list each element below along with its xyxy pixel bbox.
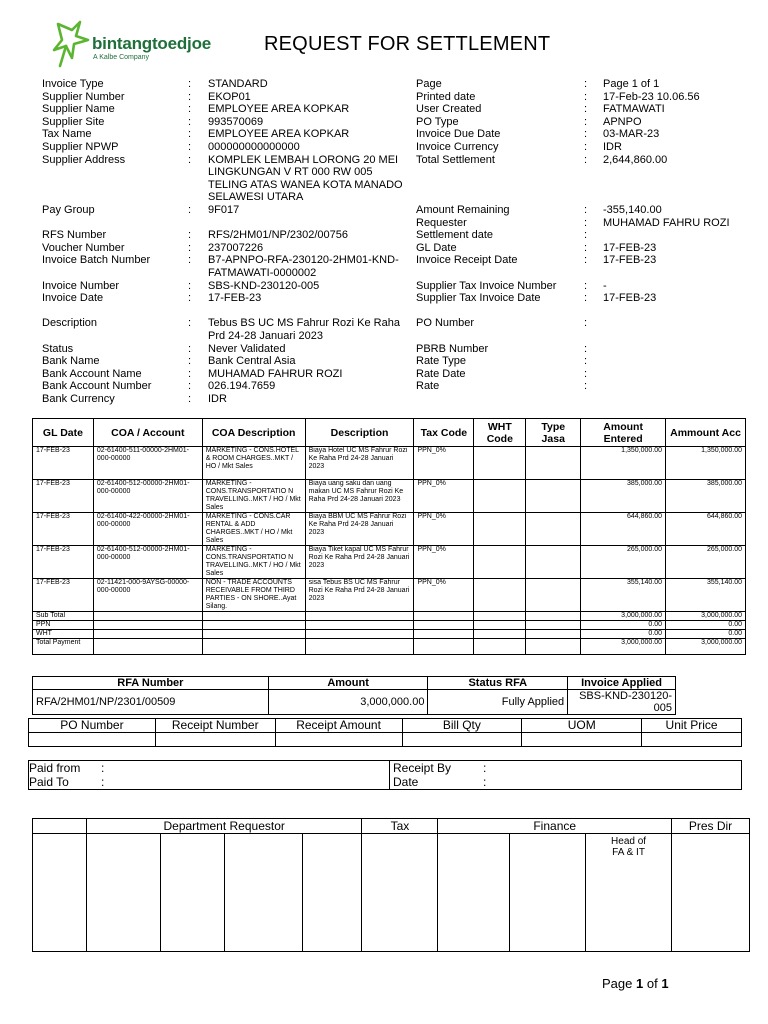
summary-empty-cell [474, 612, 526, 621]
paid-to-colon: : [101, 775, 105, 789]
summary-row [33, 630, 746, 639]
info-colon: : [188, 141, 192, 153]
signature-cell [438, 834, 510, 952]
gl-cell-acc: 355,140.00 [666, 579, 746, 612]
info-value: B7-APNPO-RFA-230120-2HM01-KND-FATMAWATI-0000002 [208, 254, 399, 279]
info-colon: : [188, 115, 192, 128]
gl-cell-gl-date: 17-FEB-23 [33, 546, 94, 579]
summary-label: Total Payment [33, 639, 94, 655]
gl-cell-coa: 02-61400-422-00000-2HM01-000-00000 [93, 513, 202, 546]
summary-empty-cell [414, 630, 474, 639]
info-colon: : [584, 367, 588, 380]
gl-cell-wht [474, 480, 526, 513]
paid-from-label: Paid from [29, 761, 81, 775]
company-name: bintangtoedjoe [92, 34, 212, 53]
info-colon: : [188, 380, 192, 393]
info-value: Bank Central Asia [208, 355, 296, 368]
po-table [28, 718, 742, 747]
info-value: -355,140.00 [603, 204, 662, 216]
info-label: Voucher Number [42, 241, 125, 254]
table-row [33, 690, 676, 715]
summary-entered: 0.00 [581, 621, 666, 630]
info-colon: : [188, 317, 192, 330]
gl-cell-jasa [526, 480, 581, 513]
info-colon: : [584, 78, 588, 90]
summary-empty-cell [474, 630, 526, 639]
paid-from-colon: : [101, 761, 105, 775]
info-value: EMPLOYEE AREA KOPKAR [208, 103, 350, 116]
dept-requestor-header: Department Requestor [86, 819, 362, 834]
info-colon: : [584, 141, 588, 153]
summary-empty-cell [526, 630, 581, 639]
info-label: GL Date [416, 241, 457, 254]
col-unit-price: Unit Price [642, 719, 742, 733]
info-label: Invoice Type [42, 78, 104, 90]
summary-label: Sub Total [33, 612, 94, 621]
info-label: PBRB Number [416, 342, 489, 355]
payment-box [28, 760, 742, 790]
signature-row [33, 834, 750, 952]
info-colon: : [188, 342, 192, 355]
info-value: RFS/2HM01/NP/2302/00756 [208, 229, 349, 242]
footer-page-number: 1 [636, 976, 644, 991]
info-colon: : [188, 128, 192, 141]
col-invoice-applied: Invoice Applied [568, 677, 676, 690]
summary-empty-cell [305, 630, 414, 639]
info-label: Amount Remaining [416, 204, 510, 216]
summary-acc: 0.00 [666, 630, 746, 639]
info-value: 237007226 [208, 241, 264, 254]
col-description: Description [305, 419, 414, 447]
rfa-status: Fully Applied [428, 690, 568, 715]
gl-cell-jasa [526, 579, 581, 612]
footer-page-word: Page [602, 976, 633, 991]
gl-cell-jasa [526, 447, 581, 480]
rfa-number: RFA/2HM01/NP/2301/00509 [33, 690, 269, 715]
gl-lines-table [32, 418, 746, 655]
gl-cell-coa-desc: MARKETING - CONS.TRANSPORTATIO N TRAVELLING..MKT / HO / Mkt Sales [202, 480, 305, 513]
summary-empty-cell [474, 621, 526, 630]
table-row [29, 733, 742, 747]
gl-cell-desc: Biaya Hotel UC MS Fahrur Rozi Ke Raha Prd 24-28 Januari 2023 [305, 447, 414, 480]
gl-cell-acc: 1,350,000.00 [666, 447, 746, 480]
info-colon: : [584, 204, 588, 216]
gl-cell-gl-date: 17-FEB-23 [33, 513, 94, 546]
info-value: IDR [208, 393, 227, 405]
gl-cell-tax: PPN_0% [414, 480, 474, 513]
gl-cell-coa: 02-61400-511-00000-2HM01-000-00000 [93, 447, 202, 480]
info-colon: : [188, 78, 192, 90]
gl-cell-desc: Biaya uang saku dan uang makan UC MS Fahrur Rozi Ke Raha Prd 24-28 Januari 2023 [305, 480, 414, 513]
gl-cell-entered: 355,140.00 [581, 579, 666, 612]
page-title: REQUEST FOR SETTLEMENT [264, 33, 551, 55]
pres-dir-header: Pres Dir [672, 819, 750, 834]
col-rfa-status: Status RFA [428, 677, 568, 690]
head-fa-cell [586, 834, 672, 952]
info-label: Supplier NPWP [42, 141, 119, 153]
info-label: Bank Currency [42, 393, 115, 405]
summary-empty-cell [202, 612, 305, 621]
table-row [33, 513, 746, 546]
info-value: Tebus BS UC MS Fahrur Rozi Ke Raha Prd 24-28 Januari 2023 [208, 317, 400, 342]
summary-empty-cell [305, 621, 414, 630]
summary-row [33, 639, 746, 655]
signature-cell [362, 834, 438, 952]
summary-acc: 3,000,000.00 [666, 639, 746, 655]
info-label: Total Settlement [416, 153, 495, 166]
info-label: Invoice Currency [416, 141, 499, 153]
signature-cell [302, 834, 362, 952]
summary-empty-cell [474, 639, 526, 655]
summary-acc: 0.00 [666, 621, 746, 630]
info-label: Settlement date [416, 229, 494, 242]
company-logo [50, 20, 240, 70]
signature-cell [224, 834, 302, 952]
col-type-jasa: Type Jasa [526, 419, 581, 447]
po-header-row [29, 719, 742, 733]
info-label: Pay Group [42, 204, 95, 216]
signature-cell [510, 834, 586, 952]
info-label: Status [42, 342, 74, 355]
receipt-by-colon: : [483, 761, 487, 775]
approval-header-row [33, 819, 750, 834]
head-fa-label: Head of FA & IT [611, 836, 647, 858]
info-label: Bank Name [42, 355, 100, 368]
company-subtitle: A Kalbe Company [93, 54, 150, 61]
gl-cell-acc: 644,860.00 [666, 513, 746, 546]
gl-cell-jasa [526, 513, 581, 546]
info-label: Rate Date [416, 367, 466, 380]
gl-cell-desc: sisa Tebus BS UC MS Fahrur Rozi Ke Raha Prd 24-28 Januari 2023 [305, 579, 414, 612]
info-label: Invoice Due Date [416, 128, 501, 141]
col-receipt-amount: Receipt Amount [275, 719, 402, 733]
info-label: Supplier Number [42, 90, 125, 103]
info-value: EKOP01 [208, 90, 251, 103]
rfa-invoice: SBS-KND-230120-005 [568, 690, 676, 715]
rfa-header-row [33, 677, 676, 690]
info-colon: : [188, 355, 192, 368]
info-label: RFS Number [42, 229, 107, 242]
footer-page-total: 1 [661, 976, 669, 991]
gl-cell-coa-desc: MARKETING - CONS.HOTEL & ROOM CHARGES..MKT / HO / Mkt Sales [202, 447, 305, 480]
info-colon: : [584, 103, 588, 116]
info-colon: : [188, 229, 192, 242]
summary-entered: 3,000,000.00 [581, 639, 666, 655]
info-colon: : [584, 153, 588, 166]
summary-empty-cell [526, 639, 581, 655]
invoice-info-left [42, 78, 412, 408]
summary-empty-cell [93, 639, 202, 655]
info-colon: : [584, 115, 588, 128]
info-label: Bank Account Number [42, 380, 152, 393]
summary-empty-cell [526, 612, 581, 621]
info-label: Page [416, 78, 442, 90]
receipt-by-label: Receipt By [393, 761, 452, 775]
info-value: Never Validated [208, 342, 286, 355]
info-label: Supplier Address [42, 153, 126, 166]
date-label: Date [393, 775, 419, 789]
col-po-number: PO Number [29, 719, 156, 733]
gl-cell-acc: 265,000.00 [666, 546, 746, 579]
info-colon: : [188, 292, 192, 305]
approval-table [32, 818, 750, 952]
info-value: MUHAMAD FAHRUR ROZI [208, 367, 343, 380]
info-value: APNPO [603, 115, 642, 128]
gl-cell-entered: 265,000.00 [581, 546, 666, 579]
info-colon: : [584, 355, 588, 368]
gl-cell-tax: PPN_0% [414, 579, 474, 612]
summary-empty-cell [202, 630, 305, 639]
summary-acc: 3,000,000.00 [666, 612, 746, 621]
info-colon: : [584, 279, 588, 292]
info-value: 026.194.7659 [208, 380, 276, 393]
info-value: 2,644,860.00 [603, 153, 668, 166]
info-label: Rate Type [416, 355, 466, 368]
info-value: Page 1 of 1 [603, 78, 660, 90]
info-colon: : [188, 367, 192, 380]
gl-cell-coa-desc: NON - TRADE ACCOUNTS RECEIVABLE FROM THIRD PARTIES - ON SHORE..Ayat Silang. [202, 579, 305, 612]
summary-label: PPN [33, 621, 94, 630]
info-label: User Created [416, 103, 482, 116]
summary-empty-cell [305, 639, 414, 655]
info-colon: : [188, 90, 192, 103]
info-colon: : [584, 254, 588, 267]
info-label: Supplier Tax Invoice Date [416, 292, 541, 305]
page-footer [602, 976, 669, 991]
invoice-info-right [416, 78, 756, 398]
rfa-amount: 3,000,000.00 [268, 690, 428, 715]
footer-of-word: of [646, 976, 658, 991]
gl-cell-desc: Biaya BBM UC MS Fahrur Rozi Ke Raha Prd 24-28 Januari 2023 [305, 513, 414, 546]
gl-cell-gl-date: 17-FEB-23 [33, 447, 94, 480]
info-colon: : [188, 241, 192, 254]
info-colon: : [188, 254, 192, 267]
table-row [33, 579, 746, 612]
summary-empty-cell [305, 612, 414, 621]
info-value: 17-FEB-23 [603, 241, 657, 254]
info-value: KOMPLEK LEMBAH LORONG 20 MEI LINGKUNGAN V RT 000 RW 005 TELING ATAS WANEA KOTA MANADO SELAWESI UTARA [208, 153, 403, 204]
info-value: FATMAWATI [603, 103, 665, 116]
info-value: - [603, 279, 607, 292]
summary-row [33, 612, 746, 621]
col-coa-description: COA Description [202, 419, 305, 447]
gl-cell-tax: PPN_0% [414, 513, 474, 546]
gl-cell-wht [474, 546, 526, 579]
info-value: 993570069 [208, 115, 264, 128]
info-value: 17-FEB-23 [603, 292, 657, 305]
tax-header: Tax [362, 819, 438, 834]
info-value: EMPLOYEE AREA KOPKAR [208, 128, 350, 141]
gl-cell-wht [474, 447, 526, 480]
info-value: SBS-KND-230120-005 [208, 279, 320, 292]
info-label: Printed date [416, 90, 476, 103]
info-colon: : [188, 204, 192, 216]
col-rfa-amount: Amount [268, 677, 428, 690]
info-colon: : [584, 216, 588, 229]
summary-empty-cell [93, 612, 202, 621]
info-label: PO Type [416, 115, 459, 128]
summary-entered: 3,000,000.00 [581, 612, 666, 621]
info-value: MUHAMAD FAHRU ROZI [603, 216, 730, 229]
logo-mark-icon [50, 20, 90, 70]
summary-empty-cell [414, 612, 474, 621]
info-label: Invoice Date [42, 292, 104, 305]
info-label: Tax Name [42, 128, 92, 141]
summary-empty-cell [202, 639, 305, 655]
summary-empty-cell [526, 621, 581, 630]
info-colon: : [188, 279, 192, 292]
summary-empty-cell [93, 630, 202, 639]
summary-empty-cell [414, 621, 474, 630]
info-value: IDR [603, 141, 622, 153]
gl-cell-tax: PPN_0% [414, 447, 474, 480]
info-label: Supplier Tax Invoice Number [416, 279, 557, 292]
gl-cell-jasa [526, 546, 581, 579]
col-tax-code: Tax Code [414, 419, 474, 447]
info-colon: : [188, 103, 192, 116]
summary-label: WHT [33, 630, 94, 639]
signature-cell [672, 834, 750, 952]
info-value: 9F017 [208, 204, 240, 216]
info-colon: : [584, 90, 588, 103]
info-label: Requester [416, 216, 467, 229]
gl-cell-coa: 02-61400-512-00000-2HM01-000-00000 [93, 480, 202, 513]
signature-cell [86, 834, 160, 952]
info-colon: : [584, 241, 588, 254]
info-colon: : [584, 128, 588, 141]
summary-empty-cell [202, 621, 305, 630]
table-row [33, 546, 746, 579]
summary-row [33, 621, 746, 630]
paid-to-label: Paid To [29, 775, 69, 789]
signature-cell [160, 834, 224, 952]
info-label: Invoice Number [42, 279, 120, 292]
info-label: PO Number [416, 317, 475, 330]
gl-header-row [33, 419, 746, 447]
info-label: Supplier Name [42, 103, 115, 116]
info-colon: : [584, 317, 588, 330]
info-label: Rate [416, 380, 440, 393]
summary-entered: 0.00 [581, 630, 666, 639]
info-value: 17-Feb-23 10.06.56 [603, 90, 700, 103]
info-colon: : [188, 393, 192, 405]
date-colon: : [483, 775, 487, 789]
info-colon: : [584, 292, 588, 305]
signature-cell [33, 834, 87, 952]
gl-cell-gl-date: 17-FEB-23 [33, 579, 94, 612]
info-colon: : [584, 342, 588, 355]
gl-cell-wht [474, 513, 526, 546]
gl-cell-desc: Biaya Tiket kapal UC MS Fahrur Rozi Ke Raha Prd 24-28 Januari 2023 [305, 546, 414, 579]
info-colon: : [584, 229, 588, 242]
summary-empty-cell [93, 621, 202, 630]
gl-cell-coa-desc: MARKETING - CONS.CAR RENTAL & ADD CHARGES..MKT / HO / Mkt Sales [202, 513, 305, 546]
info-label: Bank Account Name [42, 367, 142, 380]
info-label: Supplier Site [42, 115, 105, 128]
info-label: Description [42, 317, 98, 330]
info-value: 17-FEB-23 [603, 254, 657, 267]
gl-cell-entered: 644,860.00 [581, 513, 666, 546]
gl-cell-coa: 02-61400-512-00000-2HM01-000-00000 [93, 546, 202, 579]
gl-cell-entered: 1,350,000.00 [581, 447, 666, 480]
col-uom: UOM [522, 719, 642, 733]
info-value: 17-FEB-23 [208, 292, 262, 305]
gl-cell-entered: 385,000.00 [581, 480, 666, 513]
gl-cell-coa-desc: MARKETING - CONS.TRANSPORTATIO N TRAVELLING..MKT / HO / Mkt Sales [202, 546, 305, 579]
info-colon: : [584, 380, 588, 393]
gl-cell-acc: 385,000.00 [666, 480, 746, 513]
table-row [33, 447, 746, 480]
finance-header: Finance [438, 819, 672, 834]
info-colon: : [188, 153, 192, 166]
col-amount-entered: Amount Entered [581, 419, 666, 447]
info-value: 000000000000000 [208, 141, 300, 153]
col-amount-acc: Ammount Acc [666, 419, 746, 447]
gl-cell-wht [474, 579, 526, 612]
info-value: STANDARD [208, 78, 268, 90]
info-label: Invoice Batch Number [42, 254, 151, 267]
col-coa-account: COA / Account [93, 419, 202, 447]
info-label: Invoice Receipt Date [416, 254, 518, 267]
summary-empty-cell [414, 639, 474, 655]
gl-cell-gl-date: 17-FEB-23 [33, 480, 94, 513]
gl-cell-tax: PPN_0% [414, 546, 474, 579]
rfa-table [32, 676, 676, 715]
col-receipt-number: Receipt Number [155, 719, 275, 733]
col-wht-code: WHT Code [474, 419, 526, 447]
gl-cell-coa: 02-11421-000-9AYSG-00000-000-00000 [93, 579, 202, 612]
col-rfa-number: RFA Number [33, 677, 269, 690]
table-row [33, 480, 746, 513]
col-bill-qty: Bill Qty [402, 719, 522, 733]
col-gl-date: GL Date [33, 419, 94, 447]
info-value: 03-MAR-23 [603, 128, 660, 141]
